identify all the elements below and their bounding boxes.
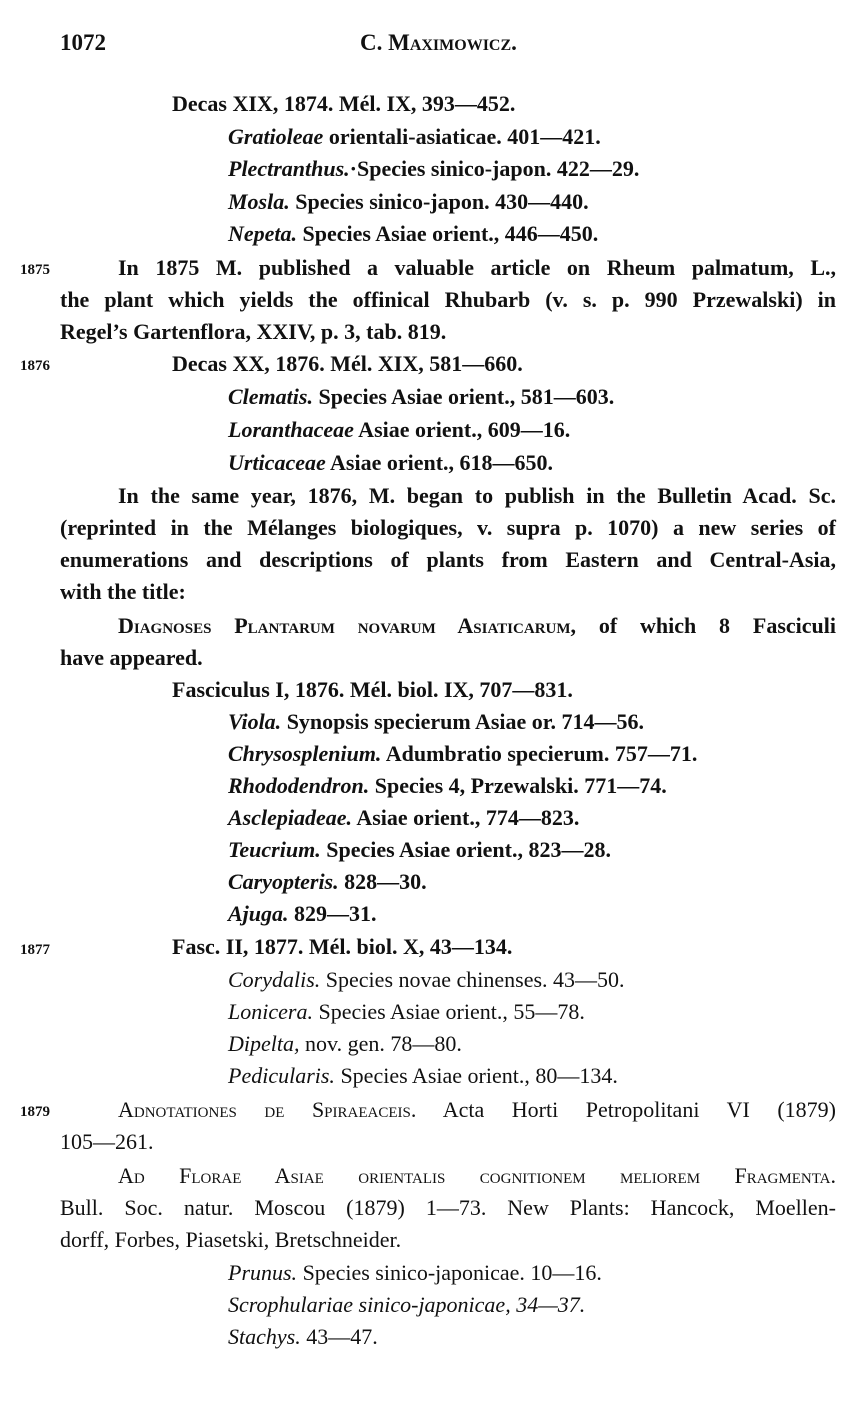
text-line: dorff, Forbes, Piasetski, Bretschneider. [60, 1227, 402, 1252]
taxon-name: Prunus. [228, 1260, 298, 1285]
entry-text: 43—47. [300, 1324, 378, 1349]
entry-text: orientali-asiaticae. 401—421. [323, 124, 601, 149]
taxon-name: Gratioleae [228, 124, 324, 149]
text-line: 105—261. [60, 1129, 154, 1154]
entry-text: of which 8 Fasciculi [576, 613, 836, 638]
text-line [228, 868, 427, 896]
text-line [228, 1062, 618, 1090]
taxon-name: Caryopteris. [228, 869, 339, 894]
text-line [228, 1259, 602, 1287]
entry-text: Synopsis specierum Asiae or. 714—56. [281, 709, 645, 734]
text-line [228, 900, 377, 928]
entry-text: nov. gen. 78—80. [299, 1031, 462, 1056]
page-number: 1072 [60, 30, 106, 55]
taxon-name: Chrysosplenium. [228, 741, 382, 766]
taxon-name: Pedicularis. [228, 1063, 335, 1088]
text-line [228, 966, 625, 994]
text-line: Ad Florae Asiae orientalis cognitionem meliorem Fragmenta. [118, 1163, 836, 1188]
text-line [228, 708, 644, 736]
entry-text: 828—30. [338, 869, 427, 894]
entry-text: Species sinico-japonicae. 10—16. [297, 1260, 602, 1285]
text-line [228, 1030, 462, 1058]
taxon-name: Loranthaceae [228, 417, 354, 442]
entry-text: Species novae chinenses. 43—50. [320, 967, 625, 992]
entry-text: Asiae orient., 774—823. [352, 805, 580, 830]
work-title: Adnotationes de Spiraeaceis. [118, 1097, 417, 1122]
text-line: Decas XIX, 1874. Mél. IX, 393—452. [172, 91, 516, 116]
entry-text: Species Asiae orient., 446—450. [297, 221, 599, 246]
text-line: Regel’s Gartenflora, XXIV, p. 3, tab. 819. [60, 319, 447, 344]
taxon-name: Asclepiadeae. [228, 805, 353, 830]
text-line: Decas XX, 1876. Mél. XIX, 581—660. [172, 351, 523, 376]
entry-text: Asiae orient., 618—650. [325, 450, 554, 475]
text-line [228, 740, 697, 768]
text-line: enumerations and descriptions of plants from Eastern and Central-Asia, [60, 547, 836, 572]
entry-text: ·Species sinico-japon. 422—29. [349, 156, 640, 181]
text-line [228, 804, 579, 832]
entry-text: Asiae orient., 609—16. [353, 417, 571, 442]
taxon-name: Lonicera. [228, 999, 313, 1024]
text-line [228, 416, 570, 444]
taxon-name: Corydalis. [228, 967, 321, 992]
text-line [118, 612, 836, 640]
taxon-name: Plectranthus. [228, 156, 350, 181]
taxon-name: Nepeta. [228, 221, 298, 246]
entry-text: Species Asiae orient., 581—603. [312, 384, 615, 409]
taxon-name: Viola. [228, 709, 282, 734]
entry-text: Species Asiae orient., 823—28. [320, 837, 611, 862]
text-line: (reprinted in the Mélanges biologiques, v. supra p. 1070) a new series of [60, 515, 836, 540]
taxon-name: Ajuga. [228, 901, 289, 926]
taxon-name: Teucrium. [228, 837, 321, 862]
entry-text: Species sinico-japon. 430—440. [289, 189, 589, 214]
text-line: have appeared. [60, 645, 203, 670]
taxon-name: Mosla. [228, 189, 290, 214]
year-marker: 1879 [20, 1104, 50, 1120]
text-line [228, 836, 611, 864]
text-line [228, 772, 667, 800]
entry-text: Species Asiae orient., 80—134. [334, 1063, 618, 1088]
text-line [118, 1096, 836, 1124]
taxon-name: Urticaceae [228, 450, 326, 475]
text-line [228, 188, 589, 216]
text-line [228, 155, 639, 183]
text-line: Fasc. II, 1877. Mél. biol. X, 43—134. [172, 934, 513, 959]
text-line [228, 998, 585, 1026]
entry-text: Acta Horti Petropolitani VI (1879) [416, 1097, 837, 1122]
taxon-name: Stachys. [228, 1324, 301, 1349]
series-title: Diagnoses Plantarum novarum Asiaticarum, [118, 613, 577, 638]
taxon-name: Scrophulariae sinico-japonicae, 34—37. [228, 1292, 586, 1317]
year-marker: 1877 [20, 942, 50, 958]
text-line [228, 383, 614, 411]
taxon-name: Rhododendron. [228, 773, 370, 798]
text-line [228, 1291, 585, 1319]
taxon-name: Dipelta, [228, 1031, 300, 1056]
entry-text: Adumbratio specierum. 757—71. [381, 741, 698, 766]
text-line: with the title: [60, 579, 186, 604]
entry-text: 829—31. [288, 901, 377, 926]
text-line [228, 449, 553, 477]
text-line [228, 220, 598, 248]
text-line: In 1875 M. published a valuable article on Rheum palmatum, L., [118, 255, 836, 280]
text-line: In the same year, 1876, M. began to publish in the Bulletin Acad. Sc. [118, 483, 836, 508]
running-head: C. Maximowicz. [360, 30, 517, 55]
text-line: Fasciculus I, 1876. Mél. biol. IX, 707—831. [172, 677, 573, 702]
entry-text: Species 4, Przewalski. 771—74. [369, 773, 667, 798]
text-line [228, 1323, 378, 1351]
text-line: the plant which yields the offinical Rhubarb (v. s. p. 990 Przewalski) in [60, 287, 836, 312]
entry-text: Species Asiae orient., 55—78. [312, 999, 585, 1024]
text-line: Bull. Soc. natur. Moscou (1879) 1—73. New Plants: Hancock, Moellen- [60, 1195, 836, 1220]
year-marker: 1876 [20, 358, 50, 374]
text-line [228, 123, 601, 151]
year-marker: 1875 [20, 262, 50, 278]
taxon-name: Clematis. [228, 384, 313, 409]
